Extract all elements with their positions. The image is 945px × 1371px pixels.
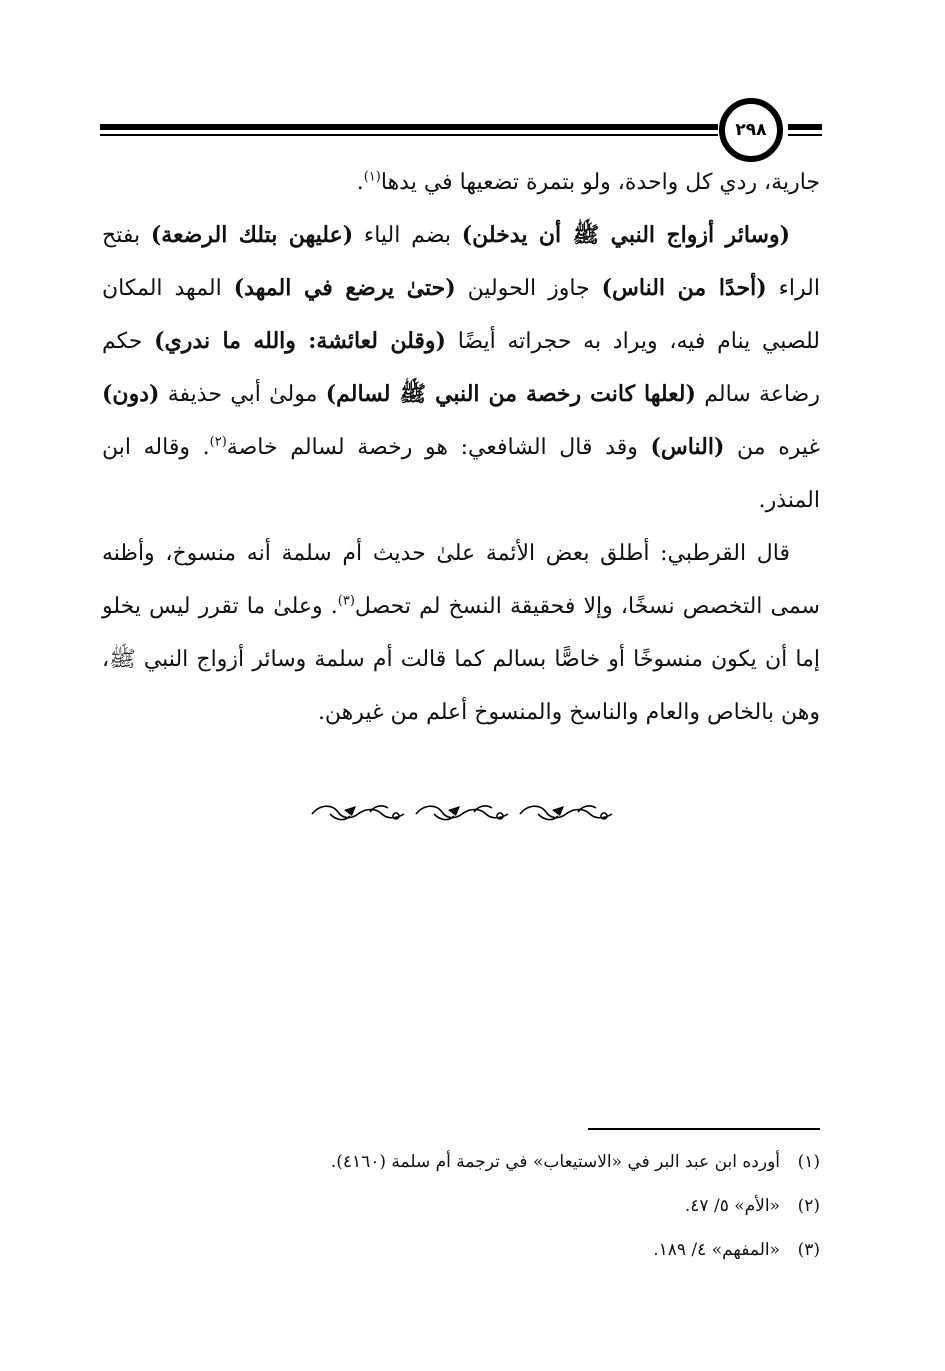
commentary-text: حكم رضاعة سالم (102, 329, 820, 407)
commentary-text: . وقاله ابن المنذر. (102, 435, 820, 513)
quoted-hadith-text: (وسائر أزواج النبي ﷺ أن يدخلن) (461, 222, 790, 248)
footnote-text: «المفهم» ٤/ ١٨٩. (653, 1240, 780, 1260)
quoted-hadith-text: (أحدًا من الناس) (601, 275, 767, 301)
page-number: ٢٩٨ (719, 98, 783, 162)
footnote-item (102, 1184, 820, 1228)
header-rule-right-thin (788, 134, 822, 136)
footnote-marker: (١) (363, 169, 381, 185)
commentary-text: . وعلىٰ ما تقرر ليس يخلو إما أن يكون منسوخًا أو خاصًّا بسالم كما قالت أم سلمة وسائر أزواج النبي ﷺ، وهن بالخاص والعام والناسخ والمنسوخ أعلم من غيرهن. (102, 594, 820, 725)
footnote-text: «الأم» ٥/ ٤٧. (684, 1196, 780, 1216)
commentary-text: قال القرطبي: أطلق بعض الأئمة علىٰ حديث أم سلمة أنه منسوخ، وأظنه سمى التخصص نسخًا، وإلا فحقيقة النسخ لم تحصل (102, 541, 820, 619)
footnotes (102, 1140, 820, 1272)
commentary-text: جارية، ردي كل واحدة، ولو بتمرة تضعيها في يدها (380, 170, 820, 195)
quoted-hadith-text: (وقلن لعائشة: والله ما ندري) (154, 328, 446, 354)
footnote-number: (٢) (797, 1196, 820, 1216)
commentary-text: غيره من (724, 435, 821, 460)
commentary-text: وقد قال الشافعي: هو رخصة لسالم خاصة (226, 435, 651, 460)
footnote-item (102, 1228, 820, 1272)
commentary-text: . (356, 170, 364, 195)
footnote-text: أورده ابن عبد البر في «الاستيعاب» في ترجمة أم سلمة (٤١٦٠). (330, 1152, 780, 1172)
header-rule-thin (100, 134, 718, 136)
quoted-hadith-text: (دون) (102, 381, 160, 407)
header-rule-thick (100, 124, 718, 130)
paragraph-p1 (102, 156, 820, 209)
footnote-number: (١) (797, 1152, 820, 1172)
paragraph-p2 (102, 209, 820, 527)
quoted-hadith-text: (عليهن بتلك الرضعة) (150, 222, 354, 248)
header-rule-right-thick (788, 124, 822, 130)
commentary-text: جاوز الحولين (455, 276, 602, 301)
footnote-separator (588, 1128, 820, 1130)
quoted-hadith-text: (حتىٰ يرضع في المهد) (233, 275, 456, 301)
footnote-marker: (٢) (209, 434, 227, 450)
floral-divider-ornament-icon (310, 800, 614, 828)
commentary-text: المهد المكان للصبي ينام فيه، ويراد به حجراته أيضًا (102, 276, 820, 354)
footnote-marker: (٣) (337, 593, 355, 609)
main-text (102, 156, 820, 739)
footnote-item (102, 1140, 820, 1184)
commentary-text: مولىٰ أبي حذيفة (159, 382, 326, 407)
quoted-hadith-text: (الناس) (650, 434, 725, 460)
quoted-hadith-text: (لعلها كانت رخصة من النبي ﷺ لسالم) (325, 381, 696, 407)
footnote-number: (٣) (797, 1240, 820, 1260)
paragraph-p3 (102, 527, 820, 739)
commentary-text: بفتح الراء (102, 223, 820, 301)
commentary-text: بضم الياء (353, 223, 462, 248)
